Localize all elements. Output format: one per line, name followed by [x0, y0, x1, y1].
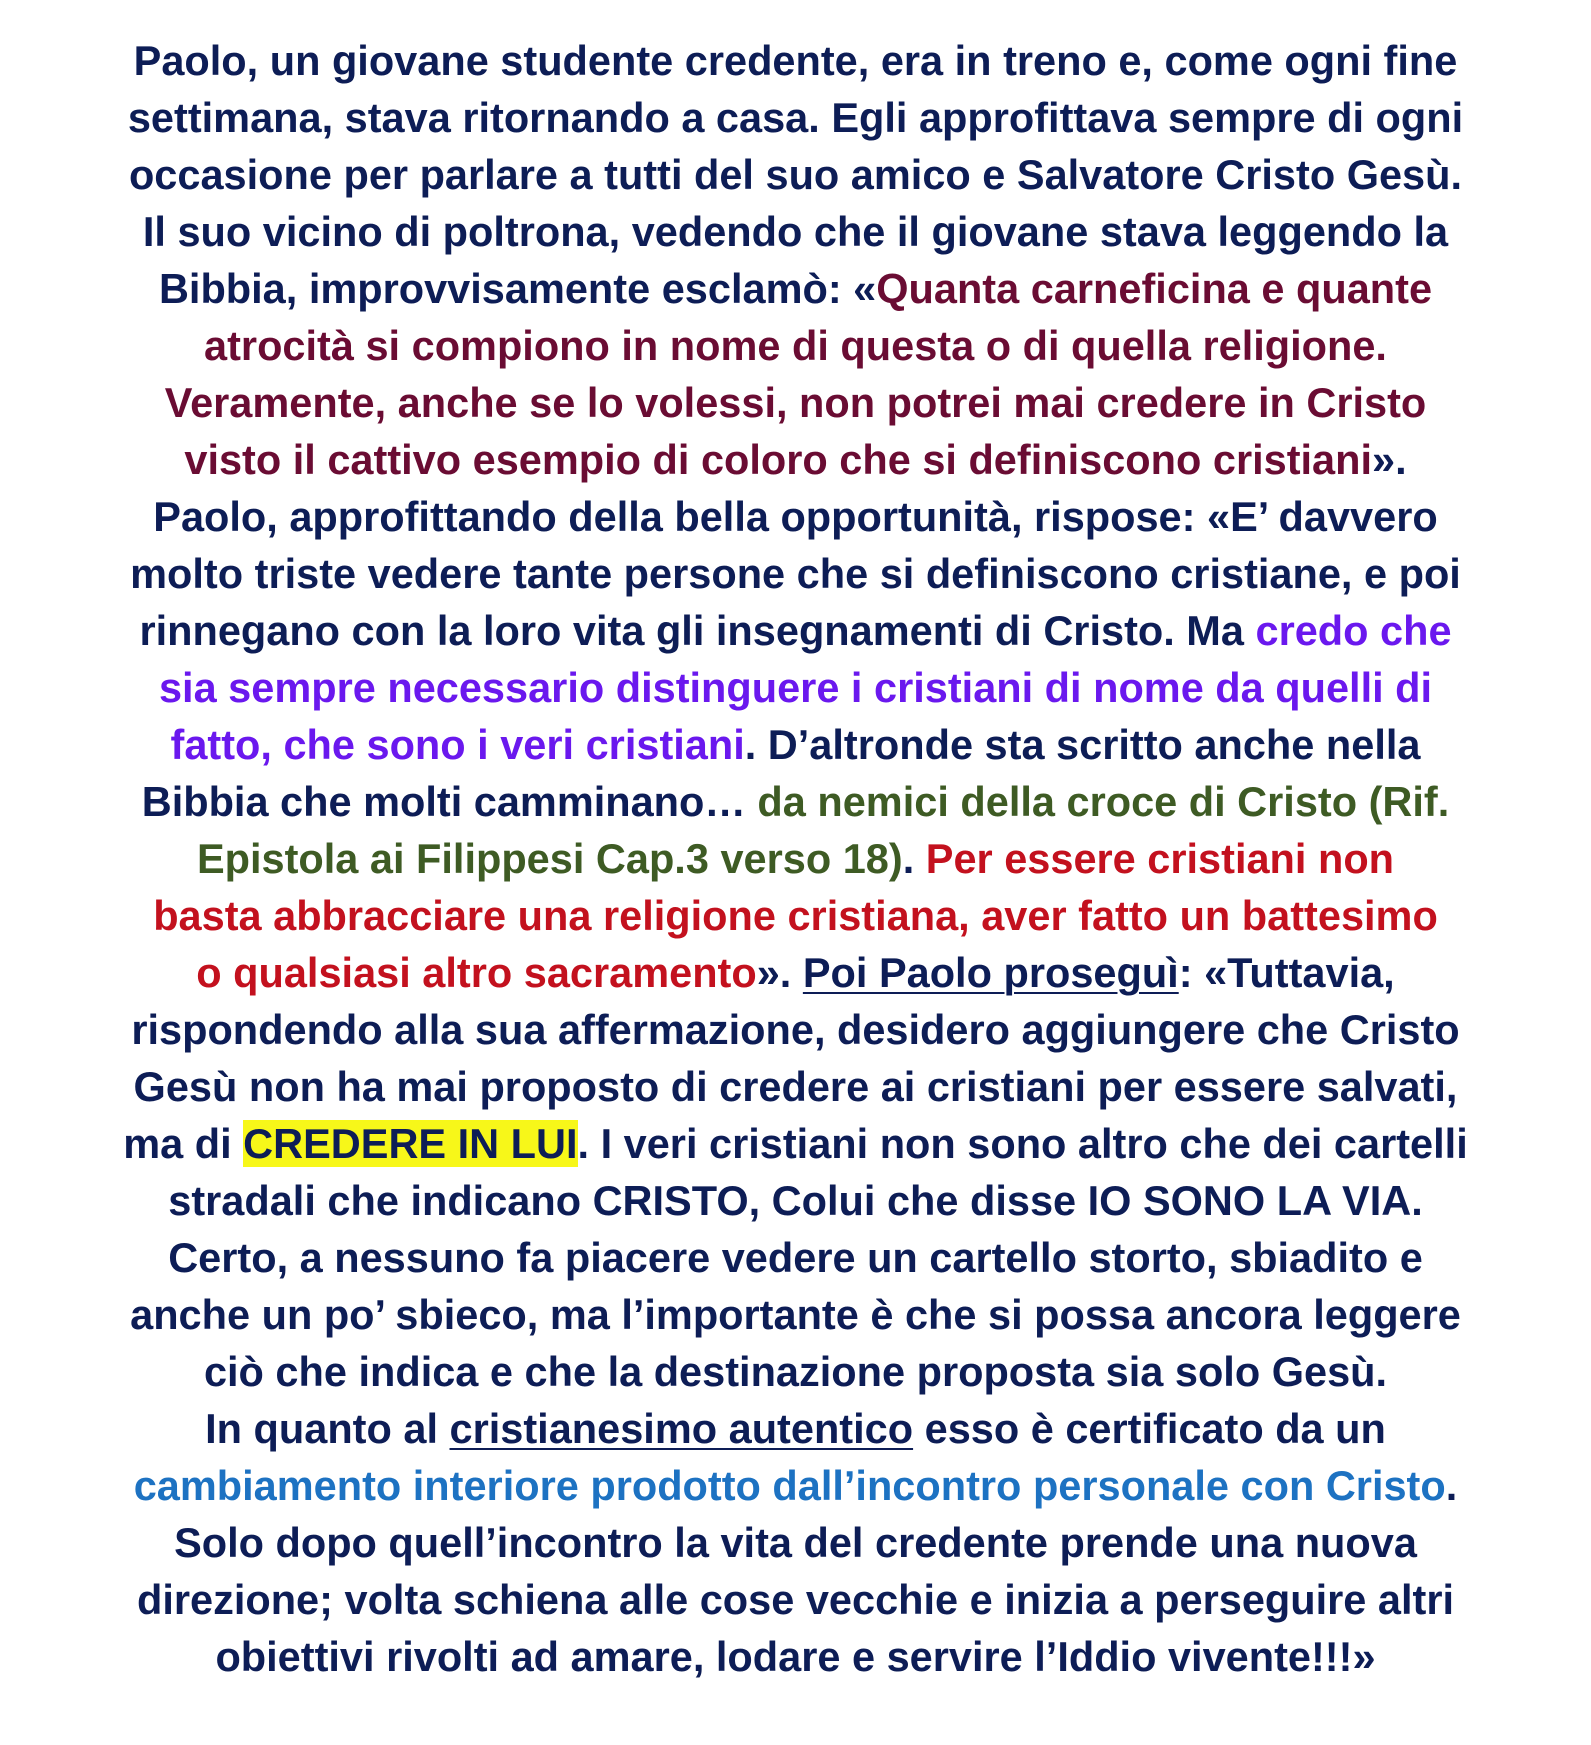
underlined-text: Poi Paolo proseguì — [802, 949, 1179, 996]
text-segment: o qualsiasi altro sacramento — [196, 949, 757, 996]
story-text — [34, 32, 1557, 1685]
text-segment: occasione per parlare a tutti del suo amico e Salvatore Cristo Gesù. — [128, 151, 1463, 198]
text-line — [34, 1514, 1557, 1571]
text-segment: sia sempre necessario distinguere i cristiani di nome da quelli di — [158, 664, 1433, 711]
text-segment: Epistola ai Filippesi Cap.3 verso 18) — [196, 835, 903, 882]
text-line — [34, 830, 1557, 887]
text-line — [34, 203, 1557, 260]
text-segment: Il suo vicino di poltrona, vedendo che il giovane stava leggendo la — [142, 208, 1449, 255]
text-line — [34, 944, 1557, 1001]
text-line — [34, 773, 1557, 830]
text-line — [34, 1001, 1557, 1058]
text-segment: direzione; volta schiena alle cose vecchie e inizia a perseguire altri — [136, 1576, 1455, 1623]
text-segment: Paolo, approfittando della bella opportunità, rispose: «E’ davvero — [153, 493, 1438, 540]
text-segment: credo che — [1255, 607, 1452, 654]
text-segment: . — [1445, 1462, 1458, 1509]
highlighted-text: CREDERE IN LUI — [243, 1120, 578, 1167]
text-segment: ma di — [123, 1120, 244, 1167]
text-line — [34, 1457, 1557, 1514]
text-line — [34, 1115, 1557, 1172]
text-line — [34, 545, 1557, 602]
text-segment: . — [902, 835, 926, 882]
text-segment: ciò che indica e che la destinazione proposta sia solo Gesù. — [203, 1348, 1388, 1395]
text-segment: rinnegano con la loro vita gli insegnamenti di Cristo. Ma — [139, 607, 1256, 654]
text-line — [34, 32, 1557, 89]
text-line — [34, 659, 1557, 716]
text-segment: Per essere cristiani non — [925, 835, 1395, 882]
text-segment: esso è certificato da un — [913, 1405, 1386, 1452]
text-segment: rispondendo alla sua affermazione, desidero aggiungere che Cristo — [131, 1006, 1460, 1053]
text-segment: Certo, a nessuno fa piacere vedere un cartello storto, sbiadito e — [168, 1234, 1423, 1281]
text-segment: ». — [1372, 436, 1407, 483]
text-segment: ». — [756, 949, 803, 996]
text-segment: In quanto al — [205, 1405, 450, 1452]
text-line — [34, 1286, 1557, 1343]
text-segment: fatto, che sono i veri cristiani — [170, 721, 745, 768]
text-line — [34, 1058, 1557, 1115]
text-segment: da nemici della croce di Cristo (Rif. — [757, 778, 1450, 825]
text-segment: Bibbia che molti camminano… — [141, 778, 758, 825]
text-line — [34, 431, 1557, 488]
text-segment: Bibbia, improvvisamente esclamò: « — [158, 265, 877, 312]
text-line — [34, 602, 1557, 659]
text-line — [34, 1172, 1557, 1229]
text-segment: atrocità si compiono in nome di questa o di quella religione. — [204, 322, 1387, 369]
text-segment: Paolo, un giovane studente credente, era in treno e, come ogni fine — [133, 37, 1458, 84]
text-line — [34, 1400, 1557, 1457]
text-line — [34, 1571, 1557, 1628]
text-line — [34, 374, 1557, 431]
underlined-text: cristianesimo autentico — [449, 1405, 914, 1452]
text-segment: . D’altronde sta scritto anche nella — [744, 721, 1421, 768]
text-line — [34, 1343, 1557, 1400]
text-segment: . I veri cristiani non sono altro che dei cartelli — [577, 1120, 1468, 1167]
text-line — [34, 887, 1557, 944]
text-line — [34, 716, 1557, 773]
text-segment: Gesù non ha mai proposto di credere ai cristiani per essere salvati, — [133, 1063, 1458, 1110]
text-segment: obiettivi rivolti ad amare, lodare e servire l’Iddio vivente!!!» — [215, 1633, 1376, 1680]
text-segment: settimana, stava ritornando a casa. Egli approfittava sempre di ogni — [127, 94, 1464, 141]
text-line — [34, 317, 1557, 374]
text-segment: Quanta carneficina e quante — [876, 265, 1433, 312]
text-segment: stradali che indicano CRISTO, Colui che disse IO SONO LA VIA. — [168, 1177, 1423, 1224]
text-segment: cambiamento interiore prodotto dall’incontro personale con Cristo — [133, 1462, 1446, 1509]
text-line — [34, 146, 1557, 203]
text-segment: anche un po’ sbieco, ma l’importante è che si possa ancora leggere — [130, 1291, 1461, 1338]
text-segment: basta abbracciare una religione cristiana, aver fatto un battesimo — [153, 892, 1438, 939]
text-segment: : «Tuttavia, — [1178, 949, 1395, 996]
text-segment: Solo dopo quell’incontro la vita del credente prende una nuova — [174, 1519, 1417, 1566]
text-segment: molto triste vedere tante persone che si definiscono cristiane, e poi — [130, 550, 1461, 597]
text-segment: Veramente, anche se lo volessi, non potrei mai credere in Cristo — [164, 379, 1427, 426]
text-line — [34, 1628, 1557, 1685]
text-line — [34, 260, 1557, 317]
text-line — [34, 1229, 1557, 1286]
text-segment: visto il cattivo esempio di coloro che si definiscono cristiani — [184, 436, 1373, 483]
text-line — [34, 89, 1557, 146]
text-line — [34, 488, 1557, 545]
